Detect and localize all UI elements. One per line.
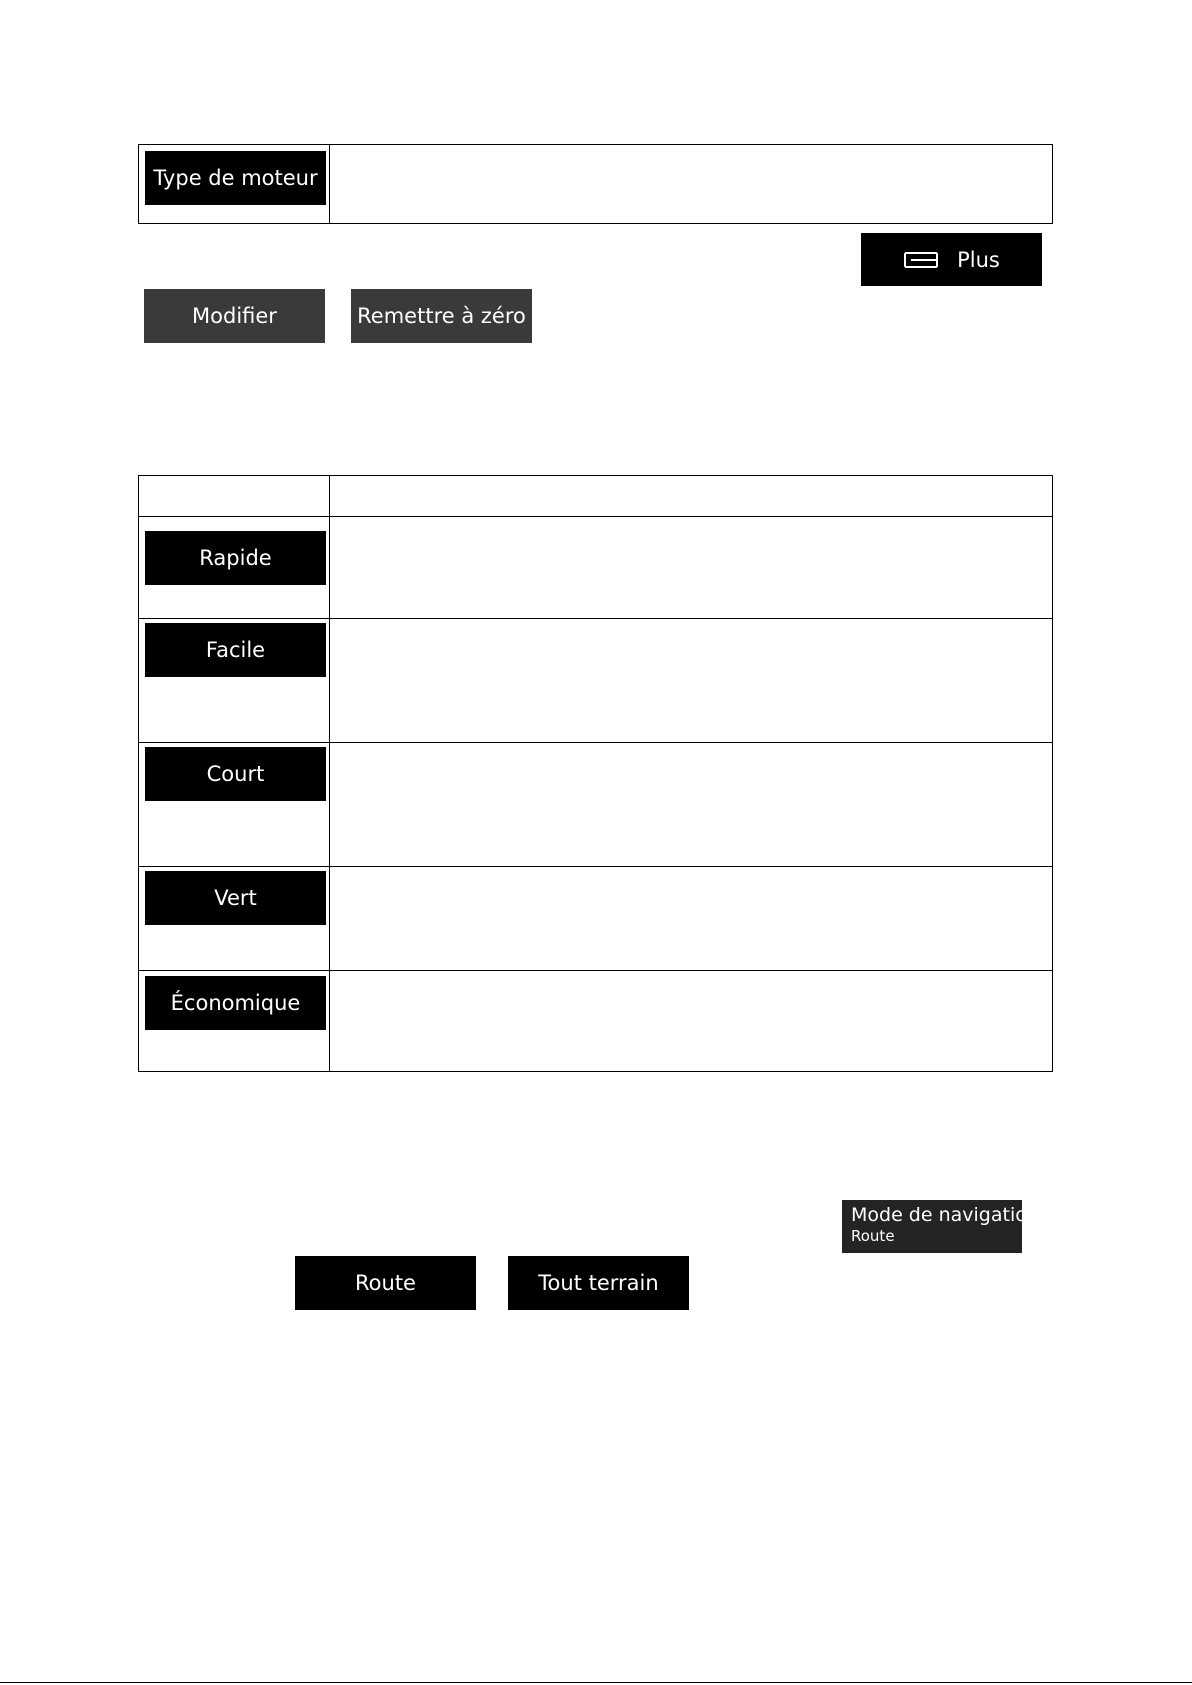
more-button-label: Plus (957, 247, 1000, 272)
more-button[interactable] (861, 233, 1042, 286)
engine-table-label-cell (138, 144, 330, 224)
green-route-button[interactable]: Vert (145, 871, 326, 925)
table-row (138, 742, 330, 867)
page-footer-rule (0, 1682, 1192, 1683)
navigation-mode-title: Mode de navigation (851, 1204, 1039, 1226)
table-row-description (329, 970, 1053, 1072)
table-header-left (138, 475, 330, 517)
economic-route-button[interactable]: Économique (145, 976, 326, 1030)
reset-button[interactable]: Remettre à zéro (351, 289, 532, 343)
table-row (138, 516, 330, 619)
engine-type-button[interactable]: Type de moteur (145, 151, 326, 205)
navigation-mode-value: Route (851, 1227, 895, 1245)
table-row-description (329, 866, 1053, 971)
table-row-description (329, 516, 1053, 619)
table-row (138, 970, 330, 1072)
table-row (138, 866, 330, 971)
table-header-right (329, 475, 1053, 517)
table-row-description (329, 742, 1053, 867)
offroad-mode-button[interactable]: Tout terrain (508, 1256, 689, 1310)
modify-button[interactable]: Modifier (144, 289, 325, 343)
navigation-mode-button[interactable] (842, 1200, 1039, 1253)
engine-table-description-cell (329, 144, 1053, 224)
road-mode-button[interactable]: Route (295, 1256, 476, 1310)
short-route-button[interactable]: Court (145, 747, 326, 801)
table-row (138, 618, 330, 743)
table-row-description (329, 618, 1053, 743)
fast-route-button[interactable]: Rapide (145, 531, 326, 585)
menu-icon (903, 250, 939, 270)
easy-route-button[interactable]: Facile (145, 623, 326, 677)
